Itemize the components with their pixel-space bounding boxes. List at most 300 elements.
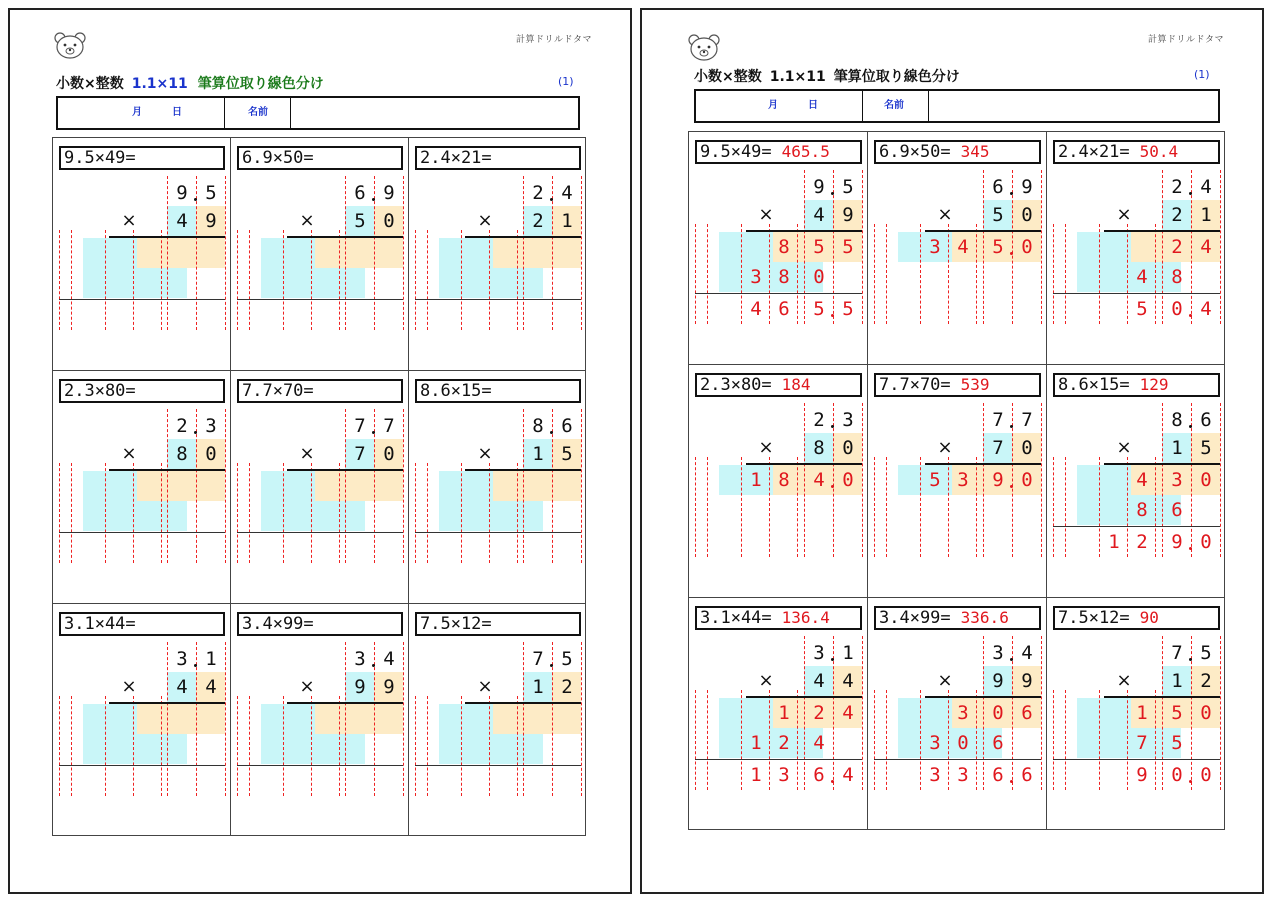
multiplication-line xyxy=(465,469,581,471)
multiplier-digit: 0 xyxy=(383,443,395,465)
multiplier-digit: 9 xyxy=(354,676,366,698)
place-value-guide-line xyxy=(59,696,60,796)
partial-row-1-highlight xyxy=(493,471,581,501)
problem-expression-box xyxy=(59,146,225,170)
partial-product-2-digit: 8 xyxy=(1171,266,1183,288)
multiplier-digit: 0 xyxy=(1021,437,1033,459)
place-value-guide-line xyxy=(489,696,490,796)
multiplicand-digit: 8 xyxy=(1171,409,1183,431)
decimal-point xyxy=(550,664,553,667)
multiplicand-digit: 2 xyxy=(532,182,544,204)
multiply-sign: × xyxy=(1116,670,1132,691)
result-digit: 9 xyxy=(1171,531,1183,553)
result-digit: 4 xyxy=(750,298,762,320)
problem-expression-box xyxy=(415,612,581,636)
place-value-guide-line xyxy=(339,463,340,563)
place-value-guide-line xyxy=(517,696,518,796)
multiplier-digit: 4 xyxy=(842,670,854,692)
partial-product-2-digit: 8 xyxy=(778,266,790,288)
place-value-guide-line xyxy=(695,224,696,324)
multiplicand-digit: 6 xyxy=(992,176,1004,198)
partial-row-1-carry-highlight xyxy=(1077,232,1131,262)
multiply-sign: × xyxy=(299,210,315,231)
place-value-guide-line xyxy=(489,463,490,563)
place-value-guide-line xyxy=(707,690,708,790)
result-decimal-point xyxy=(831,314,834,317)
name-box-divider xyxy=(290,98,291,128)
answer-value: 539 xyxy=(960,375,990,394)
result-digit: 0 xyxy=(1021,236,1033,258)
multiply-sign: × xyxy=(937,204,953,225)
result-digit: 3 xyxy=(929,764,941,786)
multiply-sign: × xyxy=(477,676,493,697)
partial-row-2-highlight xyxy=(439,501,543,531)
result-decimal-point xyxy=(1189,547,1192,550)
place-value-guide-line xyxy=(415,230,416,330)
partial-row-1-highlight xyxy=(315,704,403,734)
place-value-guide-line xyxy=(133,230,134,330)
multiplier-digit: 2 xyxy=(1200,670,1212,692)
decimal-point xyxy=(550,431,553,434)
name-label: 名前 xyxy=(248,107,268,118)
problem-cell xyxy=(689,132,868,365)
multiplicand-digit: 7 xyxy=(383,415,395,437)
partial-product-1-digit: 2 xyxy=(813,702,825,724)
place-value-guide-line xyxy=(283,696,284,796)
multiplier-digit: 1 xyxy=(1171,437,1183,459)
result-digit: 1 xyxy=(750,469,762,491)
place-value-guide-line xyxy=(161,696,162,796)
problem-expression: 6.9×50= xyxy=(879,142,951,162)
sum-line xyxy=(415,532,581,533)
multiplicand-digit: 9 xyxy=(176,182,188,204)
answer-value: 336.6 xyxy=(960,608,1009,627)
place-value-guide-line xyxy=(427,463,428,563)
problem-expression-box xyxy=(1053,140,1220,164)
multiplier-digit: 7 xyxy=(354,443,366,465)
problem-expression: 2.4×21= xyxy=(1058,142,1130,162)
answer-value: 465.5 xyxy=(781,142,830,161)
answer-value: 184 xyxy=(781,375,811,394)
multiply-sign: × xyxy=(758,204,774,225)
partial-product-2-digit: 1 xyxy=(750,732,762,754)
place-value-guide-line xyxy=(237,696,238,796)
multiplier-digit: 4 xyxy=(205,676,217,698)
partial-product-1-digit: 5 xyxy=(842,236,854,258)
multiplication-line xyxy=(109,702,225,704)
result-decimal-point xyxy=(1010,252,1013,255)
partial-product-1-digit: 1 xyxy=(1136,702,1148,724)
multiplicand-digit: 6 xyxy=(354,182,366,204)
name-field[interactable] xyxy=(930,91,1218,121)
multiplicand-digit: 3 xyxy=(176,648,188,670)
decimal-point xyxy=(831,192,834,195)
sum-line xyxy=(415,299,581,300)
multiplicand-digit: 6 xyxy=(561,415,573,437)
place-value-guide-line xyxy=(59,230,60,330)
multiplier-digit: 4 xyxy=(813,204,825,226)
title-main: 小数×整数 xyxy=(694,69,762,85)
problem-expression-box xyxy=(59,612,225,636)
partial-row-1-highlight xyxy=(137,704,225,734)
month-label: 月 xyxy=(768,100,778,111)
place-value-guide-line xyxy=(249,463,250,563)
multiplicand-digit: 2 xyxy=(813,409,825,431)
site-name: 計算ドリルドタマ xyxy=(1148,35,1225,45)
multiplicand-digit: 9 xyxy=(813,176,825,198)
multiply-sign: × xyxy=(1116,204,1132,225)
decimal-point xyxy=(194,198,197,201)
sum-line xyxy=(237,299,403,300)
place-value-guide-line xyxy=(339,230,340,330)
problem-expression: 7.5×12= xyxy=(1058,608,1130,628)
question-sheet xyxy=(8,8,632,894)
place-value-guide-line xyxy=(1065,457,1066,557)
place-value-guide-line xyxy=(339,696,340,796)
problem-expression: 8.6×15= xyxy=(1058,375,1130,395)
problem-expression-box xyxy=(695,373,862,397)
partial-row-1-carry-highlight xyxy=(261,238,315,268)
problem-expression-box xyxy=(415,146,581,170)
page-number: (1) xyxy=(1194,68,1210,81)
problem-expression: 7.7×70= xyxy=(242,381,314,401)
partial-row-2-highlight xyxy=(439,734,543,764)
result-digit: 9 xyxy=(1136,764,1148,786)
partial-row-2-highlight xyxy=(83,501,187,531)
problem-expression: 3.1×44= xyxy=(64,614,136,634)
problem-cell xyxy=(409,371,587,604)
decimal-point xyxy=(1010,192,1013,195)
problem-expression-box xyxy=(874,606,1041,630)
multiplicand-digit: 3 xyxy=(842,409,854,431)
result-digit: 4 xyxy=(957,236,969,258)
result-digit: 9 xyxy=(992,469,1004,491)
place-value-guide-line xyxy=(311,463,312,563)
result-decimal-point xyxy=(831,780,834,783)
partial-product-1-digit: 5 xyxy=(1171,702,1183,724)
result-digit: 6 xyxy=(1021,764,1033,786)
problem-expression: 3.1×44= xyxy=(700,608,772,628)
multiplicand-digit: 9 xyxy=(1021,176,1033,198)
partial-product-2-digit: 6 xyxy=(992,732,1004,754)
partial-row-1-carry-highlight xyxy=(83,471,137,501)
place-value-guide-line xyxy=(886,224,887,324)
multiplicand-digit: 2 xyxy=(1171,176,1183,198)
month-label: 月 xyxy=(132,107,142,118)
problem-expression: 2.3×80= xyxy=(700,375,772,395)
multiply-sign: × xyxy=(758,437,774,458)
multiplier-digit: 2 xyxy=(561,676,573,698)
multiplicand-digit: 3 xyxy=(813,642,825,664)
partial-product-1-digit: 6 xyxy=(1021,702,1033,724)
multiplier-digit: 4 xyxy=(813,670,825,692)
multiplier-digit: 9 xyxy=(1021,670,1033,692)
problem-cell xyxy=(53,604,231,837)
problem-cell xyxy=(689,365,868,598)
result-digit: 0 xyxy=(1200,764,1212,786)
result-decimal-point xyxy=(831,485,834,488)
partial-product-1-digit: 0 xyxy=(992,702,1004,724)
title-sub: 1.1×11 xyxy=(769,69,826,85)
place-value-guide-line xyxy=(461,463,462,563)
problem-cell xyxy=(868,365,1047,598)
multiplier-digit: 2 xyxy=(1171,204,1183,226)
partial-product-1-digit: 0 xyxy=(1200,469,1212,491)
multiply-sign: × xyxy=(121,443,137,464)
problem-expression-box xyxy=(1053,606,1220,630)
multiplier-digit: 4 xyxy=(176,676,188,698)
problem-cell xyxy=(409,604,587,837)
partial-product-1-digit: 3 xyxy=(1171,469,1183,491)
multiplicand-digit: 1 xyxy=(205,648,217,670)
decimal-point xyxy=(1189,425,1192,428)
partial-product-1-digit: 3 xyxy=(957,702,969,724)
place-value-guide-line xyxy=(283,230,284,330)
multiply-sign: × xyxy=(299,676,315,697)
multiplicand-digit: 4 xyxy=(383,648,395,670)
place-value-guide-line xyxy=(874,457,875,557)
result-digit: 5 xyxy=(842,298,854,320)
result-digit: 1 xyxy=(1108,531,1120,553)
multiplicand-digit: 7 xyxy=(1021,409,1033,431)
partial-row-2-highlight xyxy=(261,268,365,298)
sum-line xyxy=(59,299,225,300)
partial-row-1-highlight xyxy=(493,238,581,268)
answer-sheet xyxy=(640,8,1264,894)
multiplier-digit: 5 xyxy=(1200,437,1212,459)
result-digit: 0 xyxy=(1021,469,1033,491)
date-name-box xyxy=(56,96,580,130)
partial-product-2-digit: 6 xyxy=(1171,499,1183,521)
page-number: (1) xyxy=(558,75,574,88)
partial-row-1-carry-highlight xyxy=(261,471,315,501)
multiplier-digit: 5 xyxy=(354,210,366,232)
multiplication-line xyxy=(465,236,581,238)
place-value-guide-line xyxy=(71,696,72,796)
problem-grid xyxy=(52,137,586,836)
partial-row-1-carry-highlight xyxy=(261,704,315,734)
result-decimal-point xyxy=(1189,780,1192,783)
problem-expression-box xyxy=(59,379,225,403)
multiplicand-digit: 1 xyxy=(842,642,854,664)
answer-value: 50.4 xyxy=(1139,142,1179,161)
multiply-sign: × xyxy=(937,670,953,691)
sum-line xyxy=(237,532,403,533)
sum-line xyxy=(59,765,225,766)
partial-row-1-carry-highlight xyxy=(439,704,493,734)
partial-product-2-digit: 3 xyxy=(929,732,941,754)
partial-row-1-carry-highlight xyxy=(83,704,137,734)
sum-line xyxy=(237,765,403,766)
partial-product-1-digit: 4 xyxy=(842,702,854,724)
problem-expression-box xyxy=(237,379,403,403)
place-value-guide-line xyxy=(695,457,696,557)
place-value-guide-line xyxy=(105,696,106,796)
problem-expression-box xyxy=(1053,373,1220,397)
place-value-guide-line xyxy=(1065,690,1066,790)
place-value-guide-line xyxy=(1053,224,1054,324)
place-value-guide-line xyxy=(105,230,106,330)
problem-expression: 3.4×99= xyxy=(879,608,951,628)
place-value-guide-line xyxy=(886,457,887,557)
result-decimal-point xyxy=(1010,780,1013,783)
problem-expression: 2.3×80= xyxy=(64,381,136,401)
result-digit: 1 xyxy=(750,764,762,786)
multiply-sign: × xyxy=(758,670,774,691)
partial-product-2-digit: 3 xyxy=(750,266,762,288)
multiplicand-digit: 5 xyxy=(561,648,573,670)
place-value-guide-line xyxy=(283,463,284,563)
partial-product-2-digit: 4 xyxy=(1136,266,1148,288)
multiply-sign: × xyxy=(937,437,953,458)
multiplicand-digit: 5 xyxy=(1200,642,1212,664)
partial-row-1-carry-highlight xyxy=(1077,698,1131,728)
multiplier-digit: 9 xyxy=(383,676,395,698)
title-sub: 1.1×11 xyxy=(131,76,188,92)
multiplicand-digit: 3 xyxy=(354,648,366,670)
problem-cell xyxy=(1047,598,1226,831)
result-digit: 6 xyxy=(992,764,1004,786)
problem-expression: 7.7×70= xyxy=(879,375,951,395)
name-box-divider xyxy=(862,91,863,121)
problem-cell xyxy=(1047,132,1226,365)
multiplicand-digit: 7 xyxy=(992,409,1004,431)
problem-expression-box xyxy=(874,373,1041,397)
answer-value: 136.4 xyxy=(781,608,830,627)
partial-row-2-highlight xyxy=(261,501,365,531)
partial-product-1-digit: 1 xyxy=(778,702,790,724)
partial-row-1-carry-highlight xyxy=(1077,465,1131,495)
place-value-guide-line xyxy=(1053,457,1054,557)
problem-expression-box xyxy=(874,140,1041,164)
result-digit: 3 xyxy=(957,764,969,786)
partial-row-1-highlight xyxy=(493,704,581,734)
partial-row-1-highlight xyxy=(315,238,403,268)
partial-row-1-carry-highlight xyxy=(898,698,952,728)
place-value-guide-line xyxy=(415,463,416,563)
place-value-guide-line xyxy=(517,463,518,563)
place-value-guide-line xyxy=(237,230,238,330)
answer-value: 90 xyxy=(1139,608,1159,627)
place-value-guide-line xyxy=(461,696,462,796)
place-value-guide-line xyxy=(874,224,875,324)
problem-cell xyxy=(689,598,868,831)
problem-cell xyxy=(231,371,409,604)
decimal-point xyxy=(1010,425,1013,428)
decimal-point xyxy=(1189,658,1192,661)
multiplicand-digit: 4 xyxy=(1200,176,1212,198)
place-value-guide-line xyxy=(1065,224,1066,324)
multiplier-digit: 0 xyxy=(383,210,395,232)
partial-product-1-digit: 2 xyxy=(1171,236,1183,258)
multiplicand-digit: 7 xyxy=(532,648,544,670)
place-value-guide-line xyxy=(59,463,60,563)
problem-cell xyxy=(868,598,1047,831)
result-digit: 6 xyxy=(778,298,790,320)
place-value-guide-line xyxy=(249,696,250,796)
multiplier-digit: 9 xyxy=(205,210,217,232)
place-value-guide-line xyxy=(311,230,312,330)
multiplicand-digit: 6 xyxy=(1200,409,1212,431)
day-label: 日 xyxy=(172,107,182,118)
multiplicand-digit: 8 xyxy=(532,415,544,437)
partial-product-1-digit: 4 xyxy=(1136,469,1148,491)
place-value-guide-line xyxy=(161,463,162,563)
place-value-guide-line xyxy=(707,224,708,324)
decimal-point xyxy=(1010,658,1013,661)
multiplier-digit: 0 xyxy=(1021,204,1033,226)
multiply-sign: × xyxy=(1116,437,1132,458)
place-value-guide-line xyxy=(874,690,875,790)
problem-cell xyxy=(231,604,409,837)
decimal-point xyxy=(550,198,553,201)
multiplicand-digit: 5 xyxy=(842,176,854,198)
partial-row-2-highlight xyxy=(83,734,187,764)
place-value-guide-line xyxy=(886,690,887,790)
multiplier-digit: 9 xyxy=(842,204,854,226)
problem-expression: 6.9×50= xyxy=(242,148,314,168)
partial-row-1-carry-highlight xyxy=(719,232,773,262)
place-value-guide-line xyxy=(517,230,518,330)
result-digit: 0 xyxy=(1171,764,1183,786)
multiplicand-digit: 7 xyxy=(354,415,366,437)
partial-row-1-carry-highlight xyxy=(439,238,493,268)
result-decimal-point xyxy=(1010,485,1013,488)
problem-expression: 7.5×12= xyxy=(420,614,492,634)
problem-cell xyxy=(53,371,231,604)
result-decimal-point xyxy=(1189,314,1192,317)
place-value-guide-line xyxy=(133,463,134,563)
partial-product-2-digit: 5 xyxy=(1171,732,1183,754)
partial-row-1-highlight xyxy=(137,238,225,268)
multiply-sign: × xyxy=(477,210,493,231)
place-value-guide-line xyxy=(311,696,312,796)
problem-expression-box xyxy=(695,140,862,164)
result-digit: 2 xyxy=(1136,531,1148,553)
multiplicand-digit: 2 xyxy=(176,415,188,437)
problem-cell xyxy=(53,138,231,371)
worksheet-title xyxy=(56,73,324,93)
multiply-sign: × xyxy=(121,210,137,231)
problem-expression: 9.5×49= xyxy=(700,142,772,162)
problem-cell xyxy=(1047,365,1226,598)
place-value-guide-line xyxy=(415,696,416,796)
multiplier-digit: 8 xyxy=(176,443,188,465)
result-digit: 5 xyxy=(992,236,1004,258)
partial-product-2-digit: 8 xyxy=(1136,499,1148,521)
partial-row-2-highlight xyxy=(439,268,543,298)
multiply-sign: × xyxy=(299,443,315,464)
multiplier-digit: 7 xyxy=(992,437,1004,459)
problem-cell xyxy=(868,132,1047,365)
partial-product-2-digit: 2 xyxy=(778,732,790,754)
name-field[interactable] xyxy=(292,98,578,128)
place-value-guide-line xyxy=(427,230,428,330)
partial-product-1-digit: 4 xyxy=(1200,236,1212,258)
result-digit: 4 xyxy=(842,764,854,786)
answer-value: 345 xyxy=(960,142,990,161)
partial-product-1-digit: 0 xyxy=(1200,702,1212,724)
partial-product-2-digit: 7 xyxy=(1136,732,1148,754)
place-value-guide-line xyxy=(489,230,490,330)
problem-grid xyxy=(688,131,1225,830)
result-digit: 8 xyxy=(778,469,790,491)
result-digit: 3 xyxy=(957,469,969,491)
day-label: 日 xyxy=(808,100,818,111)
multiplier-digit: 1 xyxy=(1171,670,1183,692)
decimal-point xyxy=(1189,192,1192,195)
multiplication-line xyxy=(287,469,403,471)
